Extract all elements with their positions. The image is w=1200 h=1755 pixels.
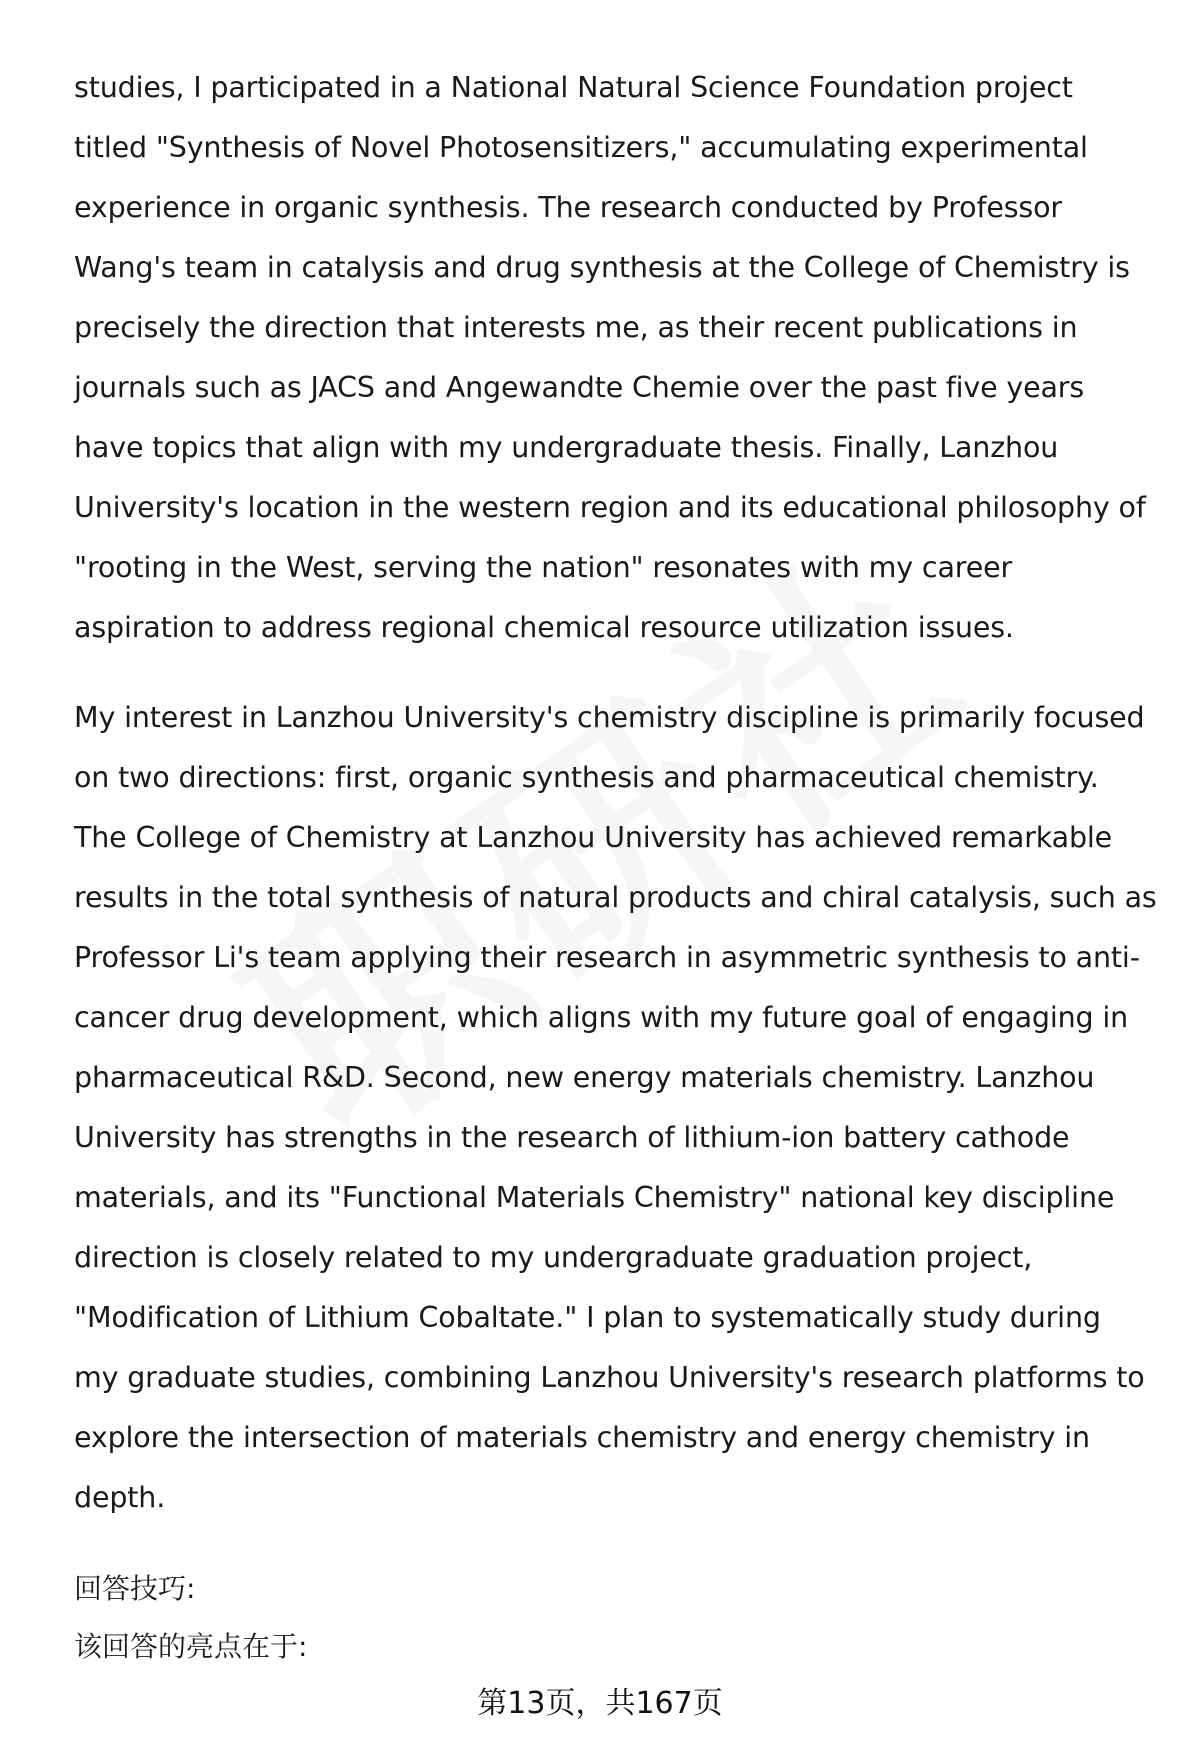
paragraph-line: materials, and its "Functional Materials Chemistry" national key discipline bbox=[74, 1181, 1115, 1214]
paragraph-line: The College of Chemistry at Lanzhou University has achieved remarkable bbox=[74, 821, 1113, 854]
paragraph-line: pharmaceutical R&D. Second, new energy materials chemistry. Lanzhou bbox=[74, 1061, 1095, 1094]
paragraph-line: aspiration to address regional chemical resource utilization issues. bbox=[74, 611, 1014, 644]
paragraph-line: experience in organic synthesis. The research conducted by Professor bbox=[74, 191, 1062, 224]
paragraph-line: my graduate studies, combining Lanzhou University's research platforms to bbox=[74, 1361, 1145, 1394]
paragraph-line: on two directions: first, organic synthesis and pharmaceutical chemistry. bbox=[74, 761, 1099, 794]
paragraph-2 bbox=[74, 688, 1157, 1528]
highlights-label: 该回答的亮点在于: bbox=[74, 1630, 308, 1663]
paragraph-line: direction is closely related to my undergraduate graduation project, bbox=[74, 1241, 1033, 1274]
paragraph-line: explore the intersection of materials chemistry and energy chemistry in bbox=[74, 1421, 1090, 1454]
tips-section bbox=[74, 1560, 1150, 1676]
paragraph-line: have topics that align with my undergraduate thesis. Finally, Lanzhou bbox=[74, 431, 1059, 464]
paragraph-line: cancer drug development, which aligns with my future goal of engaging in bbox=[74, 1001, 1129, 1034]
page-indicator: 第13页，共167页 bbox=[477, 1686, 723, 1721]
paragraph-line: journals such as JACS and Angewandte Chemie over the past five years bbox=[74, 371, 1085, 404]
paragraph-line: University's location in the western region and its educational philosophy of bbox=[74, 491, 1146, 524]
paragraph-1 bbox=[74, 58, 1150, 658]
paragraph-line: precisely the direction that interests me, as their recent publications in bbox=[74, 311, 1078, 344]
paragraph-line: depth. bbox=[74, 1481, 166, 1514]
paragraph-line: University has strengths in the research of lithium-ion battery cathode bbox=[74, 1121, 1070, 1154]
paragraph-line: My interest in Lanzhou University's chemistry discipline is primarily focused bbox=[74, 701, 1145, 734]
answer-tips-label: 回答技巧: bbox=[74, 1572, 196, 1605]
paragraph-line: results in the total synthesis of natural products and chiral catalysis, such as bbox=[74, 881, 1157, 914]
paragraph-line: studies, I participated in a National Natural Science Foundation project bbox=[74, 71, 1073, 104]
paragraph-line: Wang's team in catalysis and drug synthesis at the College of Chemistry is bbox=[74, 251, 1130, 284]
paragraph-line: "Modification of Lithium Cobaltate." I plan to systematically study during bbox=[74, 1301, 1101, 1334]
paragraph-line: "rooting in the West, serving the nation" resonates with my career bbox=[74, 551, 1013, 584]
paragraph-line: Professor Li's team applying their research in asymmetric synthesis to anti- bbox=[74, 941, 1140, 974]
paragraph-line: titled "Synthesis of Novel Photosensitizers," accumulating experimental bbox=[74, 131, 1088, 164]
